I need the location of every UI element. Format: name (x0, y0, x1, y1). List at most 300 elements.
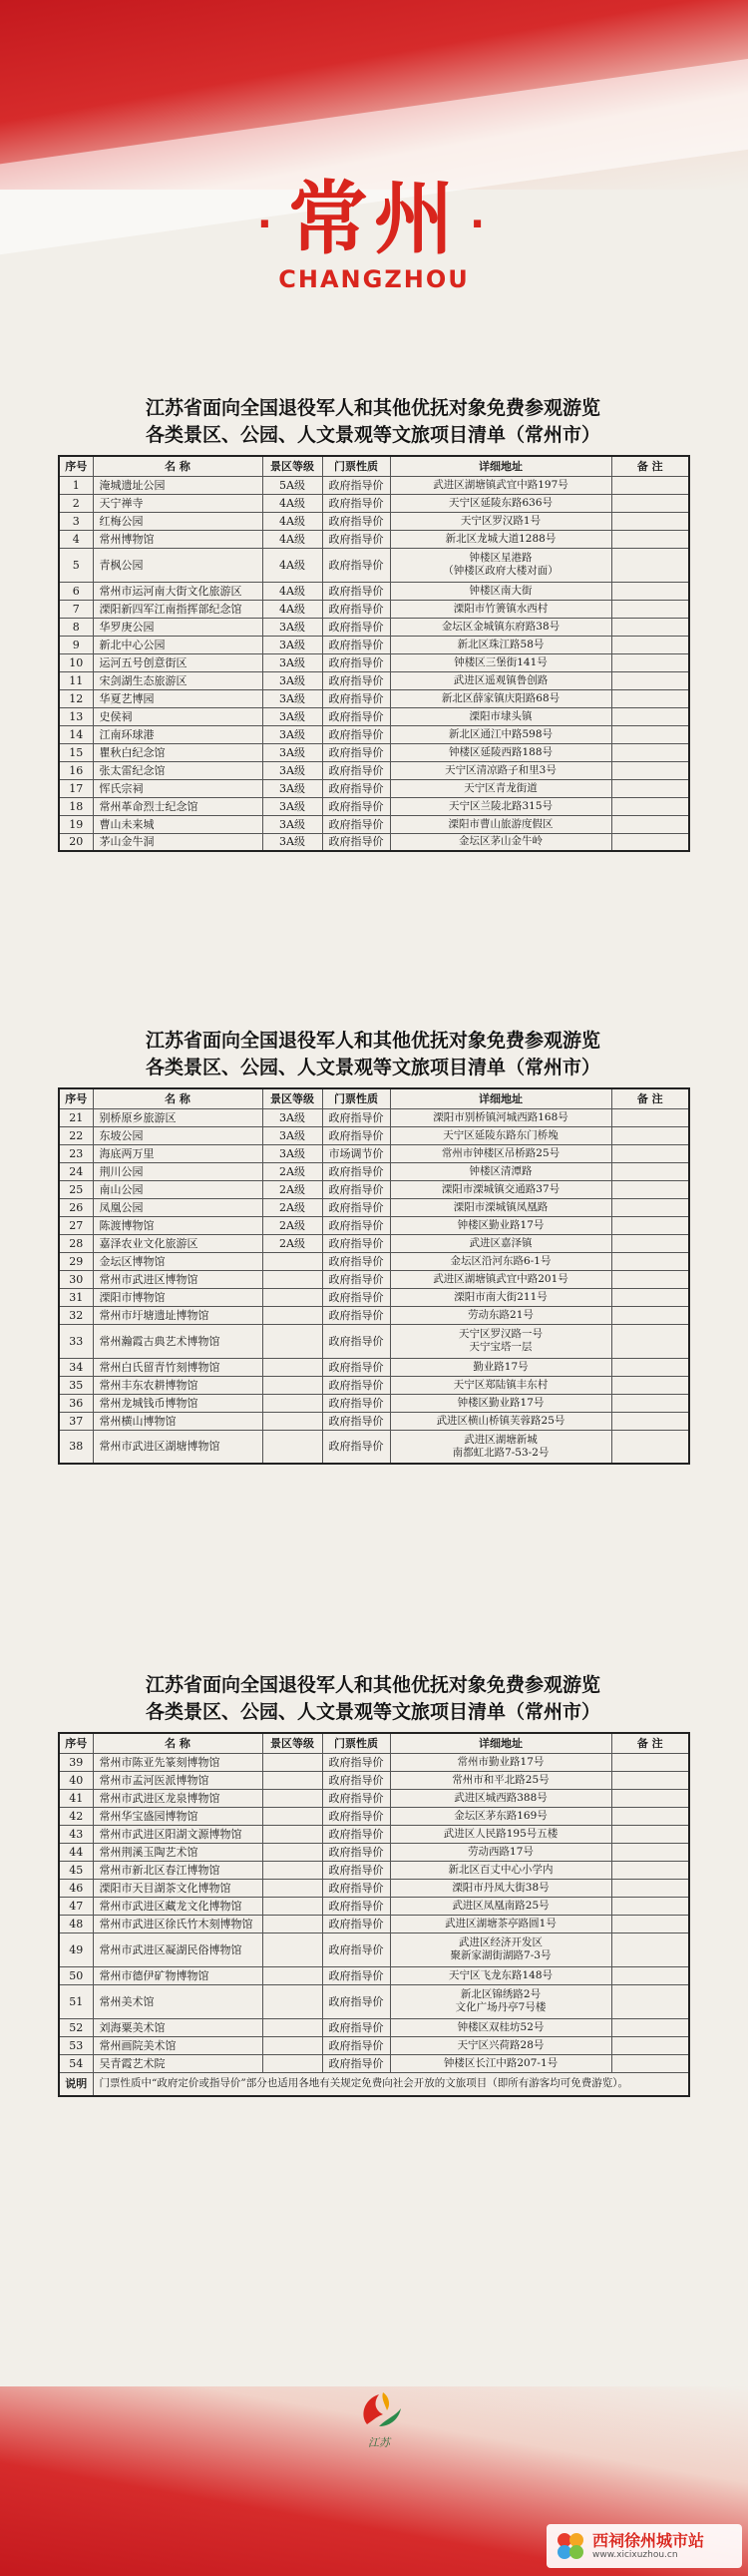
table-row (59, 779, 689, 797)
section-title-line2: 各类景区、公园、人文景观等文旅项目清单（常州市） (145, 424, 600, 446)
address-cell: 溧阳市埭头镇 (390, 707, 611, 725)
site-name-cell: 常州市武进区凝湖民俗博物馆 (93, 1932, 262, 1966)
row-number-cell: 48 (59, 1915, 93, 1932)
ticket-type-cell: 政府指导价 (322, 1198, 390, 1216)
column-header-remark: 备 注 (611, 1733, 689, 1753)
ticket-type-cell: 政府指导价 (322, 2018, 390, 2036)
row-number-cell: 28 (59, 1234, 93, 1252)
remark-cell (611, 600, 689, 618)
table-row (59, 761, 689, 779)
row-number-cell: 8 (59, 618, 93, 636)
title-right-dot: · (470, 202, 492, 248)
scenic-level-cell (262, 1358, 322, 1376)
section-title (58, 1672, 688, 1726)
scenic-level-cell (262, 1932, 322, 1966)
scenic-level-cell: 3A级 (262, 761, 322, 779)
ticket-type-cell: 市场调节价 (322, 1144, 390, 1162)
row-number-cell: 42 (59, 1807, 93, 1825)
remark-cell (611, 1915, 689, 1932)
ticket-type-cell: 政府指导价 (322, 1180, 390, 1198)
address-cell: 金坛区茅东路169号 (390, 1807, 611, 1825)
ticket-type-cell: 政府指导价 (322, 725, 390, 743)
scenic-level-cell (262, 1324, 322, 1358)
ticket-type-cell: 政府指导价 (322, 833, 390, 851)
row-number-cell: 47 (59, 1897, 93, 1915)
remark-cell (611, 1324, 689, 1358)
table-row (59, 494, 689, 512)
remark-cell (611, 1966, 689, 1984)
row-number-cell: 22 (59, 1126, 93, 1144)
column-header-address: 详细地址 (390, 1088, 611, 1108)
row-number-cell: 50 (59, 1966, 93, 1984)
ticket-type-cell: 政府指导价 (322, 1825, 390, 1843)
address-cell: 金坛区金城镇东府路38号 (390, 618, 611, 636)
remark-cell (611, 1879, 689, 1897)
scenic-level-cell: 3A级 (262, 689, 322, 707)
remark-cell (611, 671, 689, 689)
row-number-cell: 38 (59, 1430, 93, 1464)
logo-text: 江苏 (368, 2436, 390, 2449)
column-header-remark: 备 注 (611, 1088, 689, 1108)
table-row (59, 653, 689, 671)
ticket-type-cell: 政府指导价 (322, 1753, 390, 1771)
address-cell: 天宁区清凉路子和里3号 (390, 761, 611, 779)
ticket-type-cell: 政府指导价 (322, 653, 390, 671)
table-row (59, 1394, 689, 1412)
remark-cell (611, 761, 689, 779)
address-cell: 溧阳市别桥镇河城西路168号 (390, 1108, 611, 1126)
site-name-cell: 华罗庚公园 (93, 618, 262, 636)
row-number-cell: 30 (59, 1270, 93, 1288)
jiangsu-logo (339, 2386, 419, 2450)
scenic-level-cell (262, 1807, 322, 1825)
column-header-row-number: 序号 (59, 456, 93, 476)
ticket-type-cell: 政府指导价 (322, 548, 390, 582)
table-row (59, 1753, 689, 1771)
site-name-cell: 张太雷纪念馆 (93, 761, 262, 779)
ticket-type-cell: 政府指导价 (322, 1897, 390, 1915)
scenic-level-cell: 3A级 (262, 618, 322, 636)
scenic-level-cell: 4A级 (262, 512, 322, 530)
row-number-cell: 15 (59, 743, 93, 761)
row-number-cell: 35 (59, 1376, 93, 1394)
scenic-level-cell: 4A级 (262, 600, 322, 618)
site-name-cell: 青枫公园 (93, 548, 262, 582)
column-header-scenic-level: 景区等级 (262, 1733, 322, 1753)
scenic-level-cell (262, 1966, 322, 1984)
ticket-type-cell: 政府指导价 (322, 1252, 390, 1270)
scenic-level-cell: 3A级 (262, 671, 322, 689)
site-name-cell: 常州龙城钱币博物馆 (93, 1394, 262, 1412)
scenic-level-cell: 5A级 (262, 476, 322, 494)
scenic-level-cell (262, 1825, 322, 1843)
scenic-table (58, 1087, 690, 1465)
address-cell: 新北区龙城大道1288号 (390, 530, 611, 548)
remark-cell (611, 1825, 689, 1843)
ticket-type-cell: 政府指导价 (322, 582, 390, 600)
site-name-cell: 凤凰公园 (93, 1198, 262, 1216)
scenic-level-cell: 3A级 (262, 779, 322, 797)
remark-cell (611, 707, 689, 725)
remark-cell (611, 494, 689, 512)
scenic-level-cell: 3A级 (262, 1144, 322, 1162)
row-number-cell: 32 (59, 1306, 93, 1324)
remark-cell (611, 2036, 689, 2054)
site-name-cell: 淹城遗址公园 (93, 476, 262, 494)
address-cell: 勤业路17号 (390, 1358, 611, 1376)
watermark-logo-icon (553, 2528, 588, 2564)
watermark-name: 西祠徐州城市站 (592, 2530, 705, 2550)
ticket-type-cell: 政府指导价 (322, 1162, 390, 1180)
address-cell: 金坛区茅山金牛岭 (390, 833, 611, 851)
scenic-table (58, 1732, 690, 2097)
column-header-row-number: 序号 (59, 1088, 93, 1108)
row-number-cell: 51 (59, 1984, 93, 2018)
site-name-cell: 常州市新北区春江博物馆 (93, 1861, 262, 1879)
site-name-cell: 荆川公园 (93, 1162, 262, 1180)
table-row (59, 725, 689, 743)
ticket-type-cell: 政府指导价 (322, 1126, 390, 1144)
address-cell: 天宁区青龙街道 (390, 779, 611, 797)
site-name-cell: 常州市武进区博物馆 (93, 1270, 262, 1288)
ticket-type-cell: 政府指导价 (322, 2036, 390, 2054)
row-number-cell: 34 (59, 1358, 93, 1376)
site-name-cell: 天宁禅寺 (93, 494, 262, 512)
ticket-type-cell: 政府指导价 (322, 1216, 390, 1234)
site-name-cell: 刘海粟美术馆 (93, 2018, 262, 2036)
address-cell: 武进区湖塘新城 南都虹北路7-53-2号 (390, 1430, 611, 1464)
address-cell: 天宁区兴荷路28号 (390, 2036, 611, 2054)
site-name-cell: 吴青霞艺术院 (93, 2054, 262, 2072)
row-number-cell: 10 (59, 653, 93, 671)
site-name-cell: 常州市德伊矿物博物馆 (93, 1966, 262, 1984)
table-row (59, 1144, 689, 1162)
row-number-cell: 43 (59, 1825, 93, 1843)
site-name-cell: 瞿秋白纪念馆 (93, 743, 262, 761)
ticket-type-cell: 政府指导价 (322, 1270, 390, 1288)
scenic-level-cell: 3A级 (262, 1108, 322, 1126)
site-name-cell: 常州白氏留青竹刻博物馆 (93, 1358, 262, 1376)
table-row (59, 1288, 689, 1306)
remark-cell (611, 530, 689, 548)
site-name-cell: 常州瀚霞古典艺术博物馆 (93, 1324, 262, 1358)
address-cell: 金坛区沿河东路6-1号 (390, 1252, 611, 1270)
remark-cell (611, 1162, 689, 1180)
row-number-cell: 11 (59, 671, 93, 689)
remark-cell (611, 1144, 689, 1162)
ticket-type-cell: 政府指导价 (322, 600, 390, 618)
table-row (59, 1126, 689, 1144)
section-title (58, 1028, 688, 1081)
remark-cell (611, 815, 689, 833)
scenic-level-cell: 4A级 (262, 530, 322, 548)
table-row (59, 2018, 689, 2036)
ticket-type-cell: 政府指导价 (322, 1932, 390, 1966)
table-note-row (59, 2072, 689, 2096)
site-name-cell: 金坛区博物馆 (93, 1252, 262, 1270)
site-name-cell: 宋剑湖生态旅游区 (93, 671, 262, 689)
row-number-cell: 31 (59, 1288, 93, 1306)
table-row (59, 671, 689, 689)
address-cell: 钟楼区勤业路17号 (390, 1394, 611, 1412)
scenic-level-cell (262, 1984, 322, 2018)
scenic-level-cell (262, 1270, 322, 1288)
remark-cell (611, 1753, 689, 1771)
site-name-cell: 海底两万里 (93, 1144, 262, 1162)
ticket-type-cell: 政府指导价 (322, 1430, 390, 1464)
remark-cell (611, 1216, 689, 1234)
watermark-url: www.xicixuzhou.cn (592, 2549, 678, 2560)
table-row (59, 600, 689, 618)
address-cell: 天宁区罗汉路1号 (390, 512, 611, 530)
ticket-type-cell: 政府指导价 (322, 1915, 390, 1932)
list-section-2 (58, 1028, 688, 1465)
site-name-cell: 新北中心公园 (93, 636, 262, 653)
jiangsu-logo-icon (349, 2386, 409, 2430)
address-cell: 武进区嘉泽镇 (390, 1234, 611, 1252)
remark-cell (611, 1430, 689, 1464)
site-name-cell: 溧阳新四军江南指挥部纪念馆 (93, 600, 262, 618)
ticket-type-cell: 政府指导价 (322, 815, 390, 833)
row-number-cell: 12 (59, 689, 93, 707)
ticket-type-cell: 政府指导价 (322, 707, 390, 725)
table-row (59, 1879, 689, 1897)
scenic-level-cell: 2A级 (262, 1180, 322, 1198)
row-number-cell: 18 (59, 797, 93, 815)
remark-cell (611, 618, 689, 636)
remark-cell (611, 743, 689, 761)
ticket-type-cell: 政府指导价 (322, 1324, 390, 1358)
column-header-site-name: 名 称 (93, 1733, 262, 1753)
ticket-type-cell: 政府指导价 (322, 1807, 390, 1825)
ticket-type-cell: 政府指导价 (322, 618, 390, 636)
address-cell: 武进区城西路388号 (390, 1789, 611, 1807)
address-cell: 溧阳市溧城镇交通路37号 (390, 1180, 611, 1198)
ticket-type-cell: 政府指导价 (322, 1234, 390, 1252)
remark-cell (611, 797, 689, 815)
remark-cell (611, 1108, 689, 1126)
address-cell: 溧阳市竹箦镇水西村 (390, 600, 611, 618)
site-name-cell: 常州市武进区藏龙文化博物馆 (93, 1897, 262, 1915)
site-name-cell: 常州横山博物馆 (93, 1412, 262, 1430)
remark-cell (611, 833, 689, 851)
row-number-cell: 44 (59, 1843, 93, 1861)
address-cell: 天宁区延陵东路636号 (390, 494, 611, 512)
table-row (59, 1162, 689, 1180)
scenic-level-cell: 4A级 (262, 582, 322, 600)
table-row (59, 1234, 689, 1252)
remark-cell (611, 2054, 689, 2072)
remark-cell (611, 1358, 689, 1376)
address-cell: 新北区锦绣路2号 文化广场丹亭7号楼 (390, 1984, 611, 2018)
address-cell: 天宁区延陵东路东门桥堍 (390, 1126, 611, 1144)
ticket-type-cell: 政府指导价 (322, 512, 390, 530)
address-cell: 常州市勤业路17号 (390, 1753, 611, 1771)
site-name-cell: 常州市圩塘遗址博物馆 (93, 1306, 262, 1324)
site-name-cell: 茅山金牛洞 (93, 833, 262, 851)
scenic-table (58, 455, 690, 852)
site-name-cell: 江南环球港 (93, 725, 262, 743)
row-number-cell: 23 (59, 1144, 93, 1162)
scenic-level-cell: 2A级 (262, 1162, 322, 1180)
ticket-type-cell: 政府指导价 (322, 1984, 390, 2018)
scenic-level-cell (262, 2018, 322, 2036)
column-header-ticket-type: 门票性质 (322, 1088, 390, 1108)
site-name-cell: 常州华宝盛园博物馆 (93, 1807, 262, 1825)
note-text: 门票性质中“政府定价或指导价”部分也适用各地有关规定免费向社会开放的文旅项目（即所有游客均可免费游览）。 (93, 2072, 689, 2096)
address-cell: 武进区遥观镇鲁创路 (390, 671, 611, 689)
scenic-level-cell (262, 1430, 322, 1464)
scenic-level-cell: 3A级 (262, 833, 322, 851)
address-cell: 钟楼区清潭路 (390, 1162, 611, 1180)
remark-cell (611, 2018, 689, 2036)
ticket-type-cell: 政府指导价 (322, 1306, 390, 1324)
scenic-level-cell: 4A级 (262, 548, 322, 582)
table-row (59, 1306, 689, 1324)
row-number-cell: 7 (59, 600, 93, 618)
table-row (59, 1324, 689, 1358)
column-header-ticket-type: 门票性质 (322, 456, 390, 476)
row-number-cell: 29 (59, 1252, 93, 1270)
site-name-cell: 溧阳市博物馆 (93, 1288, 262, 1306)
address-cell: 天宁区郑陆镇丰东村 (390, 1376, 611, 1394)
table-row (59, 1966, 689, 1984)
site-name-cell: 曹山未来城 (93, 815, 262, 833)
city-subtitle: CHANGZHOU (278, 265, 470, 293)
table-row (59, 1216, 689, 1234)
address-cell: 常州市钟楼区吊桥路25号 (390, 1144, 611, 1162)
list-section-1 (58, 395, 688, 852)
section-title (58, 395, 688, 449)
row-number-cell: 14 (59, 725, 93, 743)
row-number-cell: 41 (59, 1789, 93, 1807)
row-number-cell: 13 (59, 707, 93, 725)
address-cell: 新北区通江中路598号 (390, 725, 611, 743)
section-title-line2: 各类景区、公园、人文景观等文旅项目清单（常州市） (145, 1701, 600, 1723)
remark-cell (611, 779, 689, 797)
note-label: 说明 (59, 2072, 93, 2096)
remark-cell (611, 1180, 689, 1198)
ticket-type-cell: 政府指导价 (322, 1412, 390, 1430)
site-name-cell: 南山公园 (93, 1180, 262, 1198)
table-row (59, 689, 689, 707)
site-name-cell: 常州荆溪玉陶艺术馆 (93, 1843, 262, 1861)
section-title-line1: 江苏省面向全国退役军人和其他优抚对象免费参观游览 (145, 1674, 600, 1696)
site-name-cell: 常州画院美术馆 (93, 2036, 262, 2054)
ticket-type-cell: 政府指导价 (322, 797, 390, 815)
title-left-dot: · (256, 202, 278, 248)
row-number-cell: 53 (59, 2036, 93, 2054)
remark-cell (611, 1270, 689, 1288)
table-row (59, 833, 689, 851)
scenic-level-cell: 3A级 (262, 636, 322, 653)
table-row (59, 1430, 689, 1464)
ticket-type-cell: 政府指导价 (322, 1288, 390, 1306)
site-name-cell: 常州市武进区阳湖文源博物馆 (93, 1825, 262, 1843)
address-cell: 钟楼区延陵西路188号 (390, 743, 611, 761)
ticket-type-cell: 政府指导价 (322, 1771, 390, 1789)
remark-cell (611, 1771, 689, 1789)
scenic-level-cell: 4A级 (262, 494, 322, 512)
table-row (59, 1252, 689, 1270)
city-title-text: 常州 (288, 173, 460, 265)
site-name-cell: 常州市武进区湖塘博物馆 (93, 1430, 262, 1464)
scenic-level-cell: 3A级 (262, 797, 322, 815)
ticket-type-cell: 政府指导价 (322, 1879, 390, 1897)
ticket-type-cell: 政府指导价 (322, 761, 390, 779)
scenic-level-cell (262, 1789, 322, 1807)
table-row (59, 1198, 689, 1216)
address-cell: 武进区横山桥镇芙蓉路25号 (390, 1412, 611, 1430)
row-number-cell: 39 (59, 1753, 93, 1771)
table-row (59, 1270, 689, 1288)
row-number-cell: 1 (59, 476, 93, 494)
remark-cell (611, 1412, 689, 1430)
address-cell: 钟楼区长江中路207-1号 (390, 2054, 611, 2072)
remark-cell (611, 1984, 689, 2018)
ticket-type-cell: 政府指导价 (322, 1108, 390, 1126)
remark-cell (611, 512, 689, 530)
scenic-level-cell (262, 1288, 322, 1306)
scenic-level-cell (262, 2054, 322, 2072)
site-name-cell: 常州美术馆 (93, 1984, 262, 2018)
table-row (59, 2054, 689, 2072)
table-row (59, 1843, 689, 1861)
table-row (59, 476, 689, 494)
row-number-cell: 36 (59, 1394, 93, 1412)
column-header-remark: 备 注 (611, 456, 689, 476)
address-cell: 新北区百丈中心小学内 (390, 1861, 611, 1879)
table-row (59, 1932, 689, 1966)
row-number-cell: 26 (59, 1198, 93, 1216)
site-name-cell: 溧阳市天目湖茶文化博物馆 (93, 1879, 262, 1897)
remark-cell (611, 1376, 689, 1394)
column-header-scenic-level: 景区等级 (262, 1088, 322, 1108)
ticket-type-cell: 政府指导价 (322, 530, 390, 548)
remark-cell (611, 1807, 689, 1825)
scenic-level-cell: 3A级 (262, 743, 322, 761)
scenic-level-cell (262, 1306, 322, 1324)
table-row (59, 1861, 689, 1879)
row-number-cell: 21 (59, 1108, 93, 1126)
address-cell: 劳动西路17号 (390, 1843, 611, 1861)
table-row (59, 618, 689, 636)
section-title-line2: 各类景区、公园、人文景观等文旅项目清单（常州市） (145, 1057, 600, 1078)
watermark (547, 2524, 742, 2568)
scenic-level-cell: 3A级 (262, 815, 322, 833)
column-header-address: 详细地址 (390, 456, 611, 476)
column-header-ticket-type: 门票性质 (322, 1733, 390, 1753)
ticket-type-cell: 政府指导价 (322, 743, 390, 761)
list-section-3 (58, 1672, 688, 2097)
table-header-row (59, 1088, 689, 1108)
section-title-line1: 江苏省面向全国退役军人和其他优抚对象免费参观游览 (145, 1030, 600, 1052)
ticket-type-cell: 政府指导价 (322, 636, 390, 653)
remark-cell (611, 1861, 689, 1879)
scenic-level-cell (262, 1897, 322, 1915)
table-row (59, 815, 689, 833)
site-name-cell: 常州丰东农耕博物馆 (93, 1376, 262, 1394)
site-name-cell: 嘉泽农业文化旅游区 (93, 1234, 262, 1252)
row-number-cell: 45 (59, 1861, 93, 1879)
remark-cell (611, 1843, 689, 1861)
remark-cell (611, 548, 689, 582)
site-name-cell: 恽氏宗祠 (93, 779, 262, 797)
table-row (59, 1771, 689, 1789)
row-number-cell: 37 (59, 1412, 93, 1430)
address-cell: 钟楼区南大街 (390, 582, 611, 600)
scenic-level-cell (262, 1915, 322, 1932)
